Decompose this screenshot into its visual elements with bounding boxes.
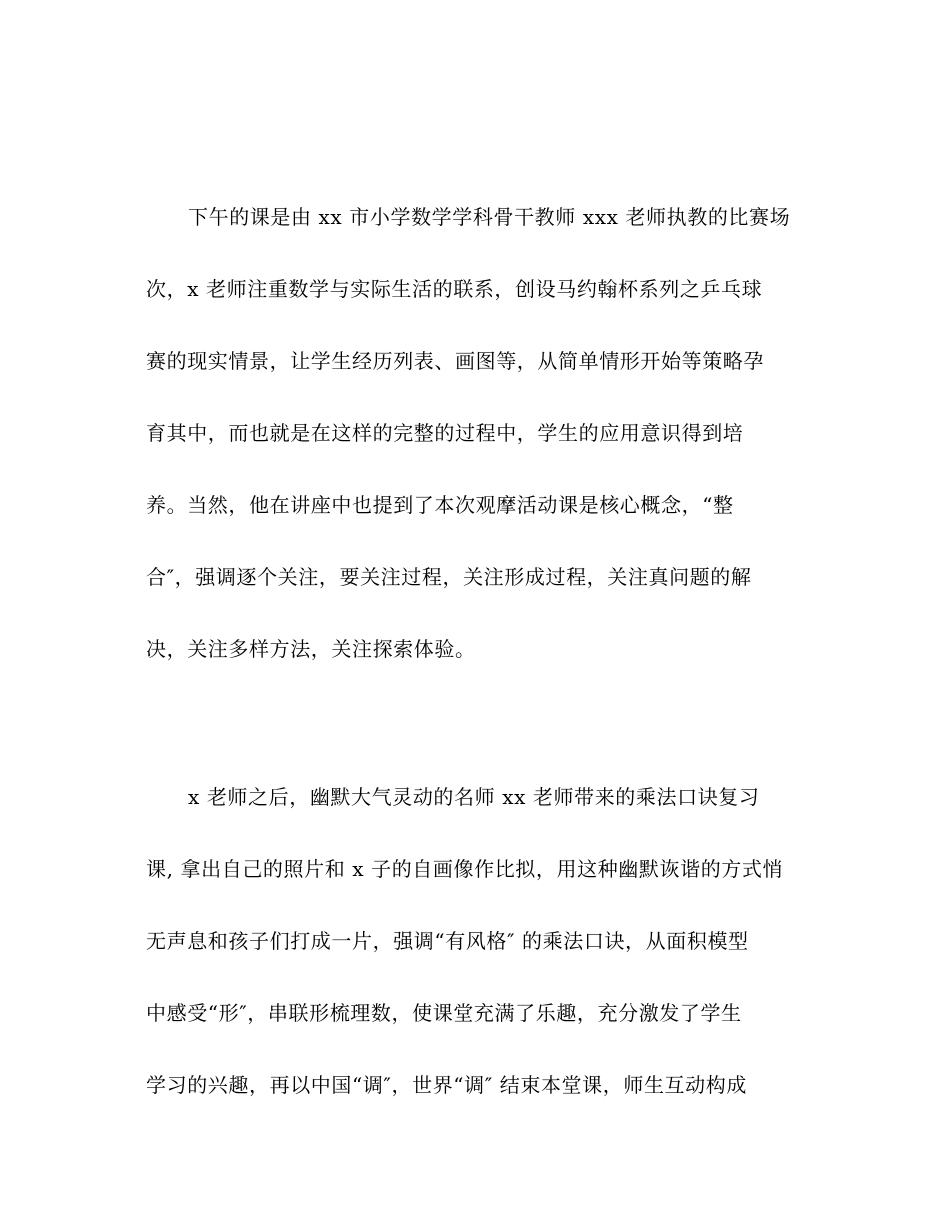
paragraph-1-line-6: 合″，强调逐个关注，要关注过程，关注形成过程，关注真问题的解 [146,565,752,589]
paragraph-2-line-2: 课, 拿出自己的照片和 x 子的自画像作比拟，用这种幽默诙谐的方式悄 [146,857,784,881]
paragraph-1-line-1: 下午的课是由 xx 市小学数学学科骨干教师 xxx 老师执教的比赛场 [188,205,791,229]
paragraph-2-line-1: x 老师之后，幽默大气灵动的名师 xx 老师带来的乘法口诀复习 [188,785,760,809]
paragraph-1-line-7: 决，关注多样方法，关注探索体验。 [146,637,476,661]
paragraph-2-line-5: 学习的兴趣，再以中国“调″，世界“调″ 结束本堂课，师生互动构成 [146,1073,747,1097]
paragraph-1-line-2: 次，x 老师注重数学与实际生活的联系，创设马约翰杯系列之乒乓球 [146,277,763,301]
paragraph-1-line-5: 养。当然，他在讲座中也提到了本次观摩活动课是核心概念，“整 [146,493,734,517]
paragraph-2-line-4: 中感受“形″，串联形梳理数，使课堂充满了乐趣，充分激发了学生 [146,1001,742,1025]
paragraph-1-line-4: 育其中，而也就是在这样的完整的过程中，学生的应用意识得到培 [146,421,744,445]
paragraph-2-line-3: 无声息和孩子们打成一片，强调“有风格″ 的乘法口诀，从面积模型 [146,929,749,953]
paragraph-1-line-3: 赛的现实情景，让学生经历列表、画图等，从简单情形开始等策略孕 [146,349,764,373]
